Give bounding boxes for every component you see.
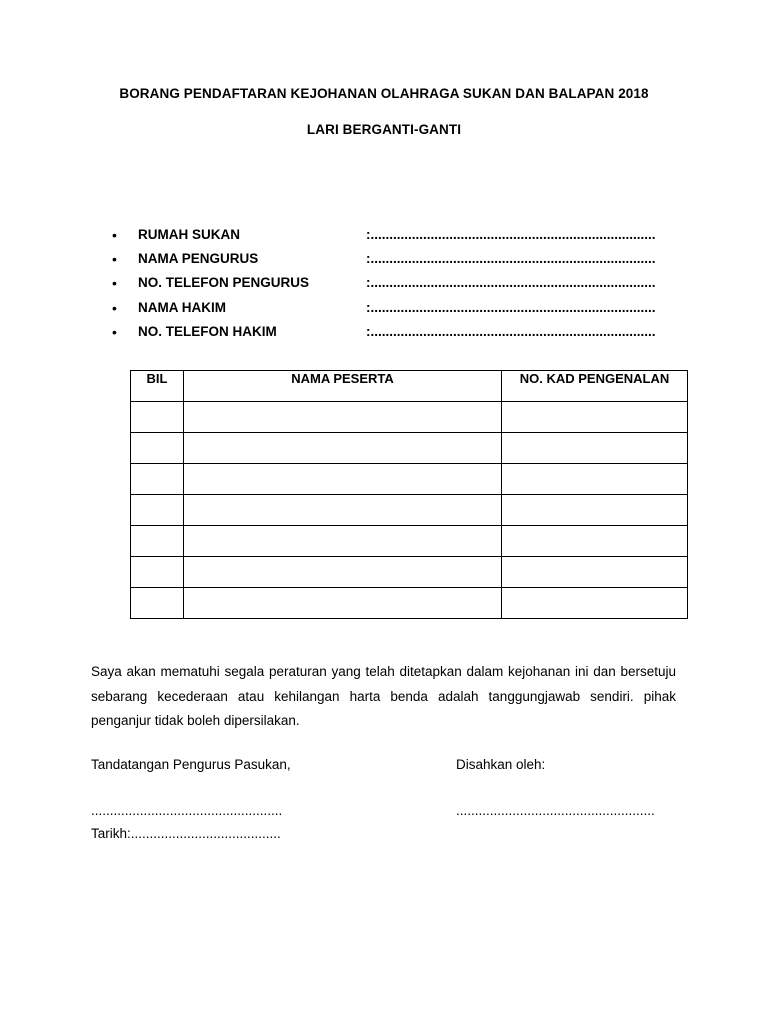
signature-label-manager: Tandatangan Pengurus Pasukan, bbox=[91, 757, 291, 772]
field-fill-line[interactable]: :............................................................................ bbox=[366, 323, 656, 339]
table-cell[interactable] bbox=[502, 557, 688, 588]
table-cell[interactable] bbox=[184, 588, 502, 619]
table-cell[interactable] bbox=[131, 557, 184, 588]
table-row bbox=[131, 526, 688, 557]
table-cell[interactable] bbox=[502, 526, 688, 557]
field-label: RUMAH SUKAN bbox=[138, 227, 240, 242]
column-header-bil: BIL bbox=[131, 371, 184, 402]
table-row bbox=[131, 464, 688, 495]
field-nama-hakim bbox=[112, 300, 712, 324]
signature-line-approved[interactable]: ..................................................... bbox=[456, 803, 655, 818]
field-telefon-hakim bbox=[112, 324, 712, 348]
field-telefon-pengurus bbox=[112, 275, 712, 299]
table-cell[interactable] bbox=[131, 433, 184, 464]
table-cell[interactable] bbox=[184, 557, 502, 588]
bullet-icon: • bbox=[112, 299, 117, 316]
bullet-icon: • bbox=[112, 227, 117, 243]
table-row bbox=[131, 402, 688, 433]
table-cell[interactable] bbox=[502, 588, 688, 619]
column-header-nama-peserta: NAMA PESERTA bbox=[184, 371, 502, 402]
table-cell[interactable] bbox=[502, 464, 688, 495]
form-title: BORANG PENDAFTARAN KEJOHANAN OLAHRAGA SUKAN DAN BALAPAN 2018 bbox=[119, 86, 649, 101]
signature-label-approved: Disahkan oleh: bbox=[456, 757, 546, 772]
participant-table bbox=[130, 370, 688, 619]
table-cell[interactable] bbox=[131, 402, 184, 433]
table-row bbox=[131, 557, 688, 588]
field-label: NAMA HAKIM bbox=[138, 299, 226, 315]
table-cell[interactable] bbox=[131, 526, 184, 557]
column-header-no-kad: NO. KAD PENGENALAN bbox=[502, 371, 688, 402]
table-cell[interactable] bbox=[502, 433, 688, 464]
field-label: NAMA PENGURUS bbox=[138, 251, 259, 267]
table-header-row bbox=[131, 371, 688, 402]
field-fill-line[interactable]: :............................................................................ bbox=[366, 275, 656, 291]
table-row bbox=[131, 588, 688, 619]
registration-fields bbox=[112, 227, 712, 348]
table-cell[interactable] bbox=[131, 588, 184, 619]
table-row bbox=[131, 495, 688, 526]
declaration-text: Saya akan mematuhi segala peraturan yang telah ditetapkan dalam kejohanan ini dan bersetuju sebarang kecederaan atau kehilangan harta benda adalah tanggungjawab sendiri. pihak penganjur tidak boleh dipersilakan. bbox=[91, 664, 676, 728]
field-nama-pengurus bbox=[112, 251, 712, 275]
table-cell[interactable] bbox=[131, 495, 184, 526]
bullet-icon: • bbox=[112, 323, 117, 340]
table-cell[interactable] bbox=[502, 402, 688, 433]
table-cell[interactable] bbox=[184, 433, 502, 464]
table-cell[interactable] bbox=[184, 464, 502, 495]
date-field[interactable]: Tarikh:........................................ bbox=[91, 826, 281, 841]
table-cell[interactable] bbox=[131, 464, 184, 495]
bullet-icon: • bbox=[112, 275, 117, 292]
form-subtitle: LARI BERGANTI-GANTI bbox=[306, 122, 462, 137]
field-fill-line[interactable]: :............................................................................ bbox=[366, 227, 656, 242]
field-label: NO. TELEFON PENGURUS bbox=[138, 275, 310, 291]
field-label: NO. TELEFON HAKIM bbox=[138, 323, 277, 339]
field-fill-line[interactable]: :............................................................................ bbox=[366, 251, 656, 267]
table-cell[interactable] bbox=[184, 402, 502, 433]
table-row bbox=[131, 433, 688, 464]
field-fill-line[interactable]: :............................................................................ bbox=[366, 299, 656, 315]
table-cell[interactable] bbox=[184, 495, 502, 526]
signature-line-manager[interactable]: ................................................... bbox=[91, 803, 283, 818]
bullet-icon: • bbox=[112, 251, 117, 268]
table-cell[interactable] bbox=[184, 526, 502, 557]
table-cell[interactable] bbox=[502, 495, 688, 526]
field-rumah-sukan bbox=[112, 227, 712, 251]
